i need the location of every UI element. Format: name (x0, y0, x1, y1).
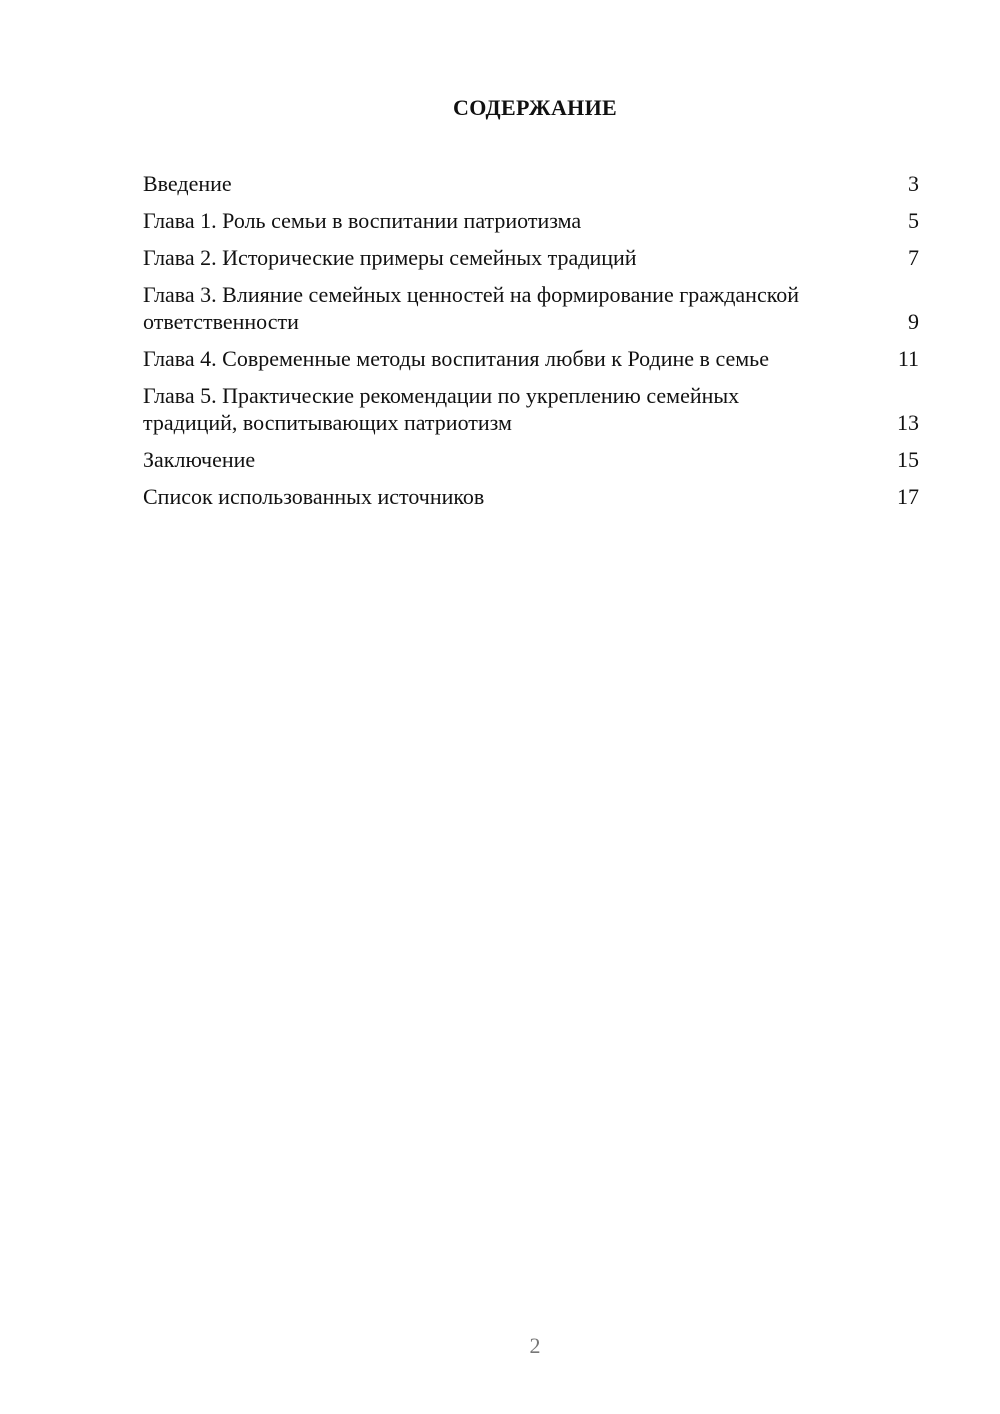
toc-entry-chapter-5 (143, 382, 919, 436)
toc-entry-label: Введение (143, 171, 232, 196)
toc-entry-page: 13 (897, 410, 919, 435)
toc-entry-label: Глава 4. Современные методы воспитания любви к Родине в семье (143, 346, 769, 371)
toc-entry-page: 9 (908, 309, 919, 334)
toc-entry-page: 3 (908, 171, 919, 196)
toc-entry-introduction (143, 170, 919, 197)
toc-entry-page: 5 (908, 208, 919, 233)
toc-entry-label: Глава 2. Исторические примеры семейных традиций (143, 245, 637, 270)
table-of-contents (143, 170, 919, 520)
toc-entry-label: Глава 3. Влияние семейных ценностей на формирование гражданской ответственности (143, 282, 800, 334)
toc-entry-chapter-3 (143, 281, 919, 335)
toc-entry-label: Список использованных источников (143, 484, 485, 509)
page-title: СОДЕРЖАНИЕ (453, 95, 617, 120)
toc-entry-page: 15 (897, 447, 919, 472)
toc-entry-label: Глава 1. Роль семьи в воспитании патриотизма (143, 208, 582, 233)
toc-entry-chapter-2 (143, 244, 919, 271)
toc-entry-page: 17 (897, 484, 919, 509)
toc-entry-label: Глава 5. Практические рекомендации по укреплению семейных традиций, воспитывающих патриотизм (143, 383, 740, 435)
toc-entry-references (143, 483, 919, 510)
toc-entry-page: 7 (908, 245, 919, 270)
toc-entry-chapter-1 (143, 207, 919, 234)
page-number: 2 (529, 1333, 541, 1358)
toc-entry-conclusion (143, 446, 919, 473)
toc-entry-label: Заключение (143, 447, 256, 472)
toc-entry-chapter-4 (143, 345, 919, 372)
toc-entry-page: 11 (897, 346, 919, 371)
